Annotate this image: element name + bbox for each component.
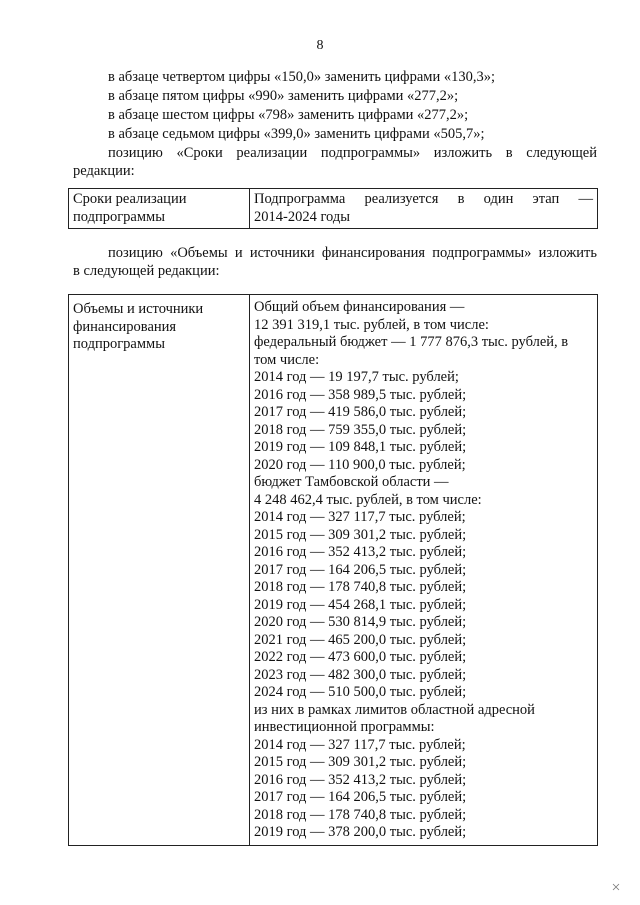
- funding-line: инвестиционной программы:: [254, 719, 435, 735]
- funding-line: 2019 год — 378 200,0 тыс. рублей;: [254, 824, 467, 840]
- funding-line: 2017 год — 164 206,5 тыс. рублей;: [254, 789, 467, 805]
- funding-line: 2019 год — 109 848,1 тыс. рублей;: [254, 439, 467, 455]
- funding-line: 2018 год — 759 355,0 тыс. рублей;: [254, 421, 467, 438]
- funding-line: 2019 год — 454 268,1 тыс. рублей;: [254, 596, 467, 613]
- corner-mark-icon: [612, 883, 620, 891]
- table-term-label: [69, 189, 250, 229]
- table-term-value: [250, 189, 598, 229]
- funding-line: 2024 год — 510 500,0 тыс. рублей;: [254, 684, 467, 700]
- intro-1-line-2: редакции:: [73, 163, 135, 179]
- funding-line: федеральный бюджет — 1 777 876,3 тыс. рублей, в: [254, 334, 569, 350]
- label-line: финансирования: [73, 318, 177, 335]
- table-term: [68, 188, 598, 229]
- intro-2-line-1: позицию «Объемы и источники финансирования подпрограммы» изложить: [108, 245, 597, 261]
- funding-line: том числе:: [254, 351, 320, 368]
- funding-line: 2017 год — 164 206,5 тыс. рублей;: [254, 561, 467, 578]
- intro-paragraph-1: [73, 144, 597, 180]
- funding-line: 2020 год — 110 900,0 тыс. рублей;: [254, 456, 466, 473]
- intro-paragraph-2: [73, 244, 597, 280]
- funding-line: 2023 год — 482 300,0 тыс. рублей;: [254, 666, 467, 683]
- replacement-line: в абзаце четвертом цифры «150,0» заменить цифрами «130,3»;: [108, 69, 495, 85]
- replacement-line: в абзаце шестом цифры «798» заменить цифрами «277,2»;: [108, 107, 469, 123]
- funding-line: 12 391 319,1 тыс. рублей, в том числе:: [254, 316, 489, 333]
- value-line: 2014-2024 годы: [254, 208, 350, 225]
- funding-line: бюджет Тамбовской области —: [254, 474, 449, 490]
- replacement-line: в абзаце седьмом цифры «399,0» заменить цифрами «505,7»;: [108, 126, 485, 142]
- funding-line: 2015 год — 309 301,2 тыс. рублей;: [254, 754, 467, 770]
- replacement-line: в абзаце пятом цифры «990» заменить цифрами «277,2»;: [108, 88, 459, 104]
- intro-2-line-2: в следующей редакции:: [73, 263, 220, 279]
- funding-line: 2022 год — 473 600,0 тыс. рублей;: [254, 649, 467, 665]
- funding-line: 2018 год — 178 740,8 тыс. рублей;: [254, 579, 467, 595]
- funding-line: 2014 год — 19 197,7 тыс. рублей;: [254, 369, 459, 385]
- funding-line: 2014 год — 327 117,7 тыс. рублей;: [254, 736, 466, 753]
- table-funding-value: [250, 295, 598, 846]
- funding-line: 4 248 462,4 тыс. рублей, в том числе:: [254, 491, 482, 508]
- funding-line: Общий объем финансирования —: [254, 299, 465, 315]
- funding-line: 2016 год — 352 413,2 тыс. рублей;: [254, 544, 467, 560]
- intro-1-line-1: позицию «Сроки реализации подпрограммы» изложить в следующей: [108, 145, 597, 161]
- funding-line: 2016 год — 358 989,5 тыс. рублей;: [254, 386, 467, 403]
- funding-line: 2020 год — 530 814,9 тыс. рублей;: [254, 614, 467, 630]
- funding-line: из них в рамках лимитов областной адресной: [254, 701, 535, 718]
- table-funding: [68, 294, 598, 846]
- funding-line: 2017 год — 419 586,0 тыс. рублей;: [254, 404, 467, 420]
- funding-line: 2016 год — 352 413,2 тыс. рублей;: [254, 771, 467, 788]
- funding-line: 2021 год — 465 200,0 тыс. рублей;: [254, 631, 467, 648]
- funding-lines: [254, 299, 593, 842]
- funding-line: 2018 год — 178 740,8 тыс. рублей;: [254, 806, 467, 823]
- table-funding-label: [69, 295, 250, 846]
- label-line: подпрограммы: [73, 208, 165, 225]
- label-line: Сроки реализации: [73, 191, 187, 207]
- value-line: Подпрограмма реализуется в один этап —: [254, 191, 593, 207]
- funding-line: 2014 год — 327 117,7 тыс. рублей;: [254, 509, 466, 525]
- label-line: подпрограммы: [73, 336, 165, 352]
- label-line: Объемы и источники: [73, 301, 204, 317]
- funding-line: 2015 год — 309 301,2 тыс. рублей;: [254, 526, 467, 543]
- page-number: 8: [316, 38, 324, 53]
